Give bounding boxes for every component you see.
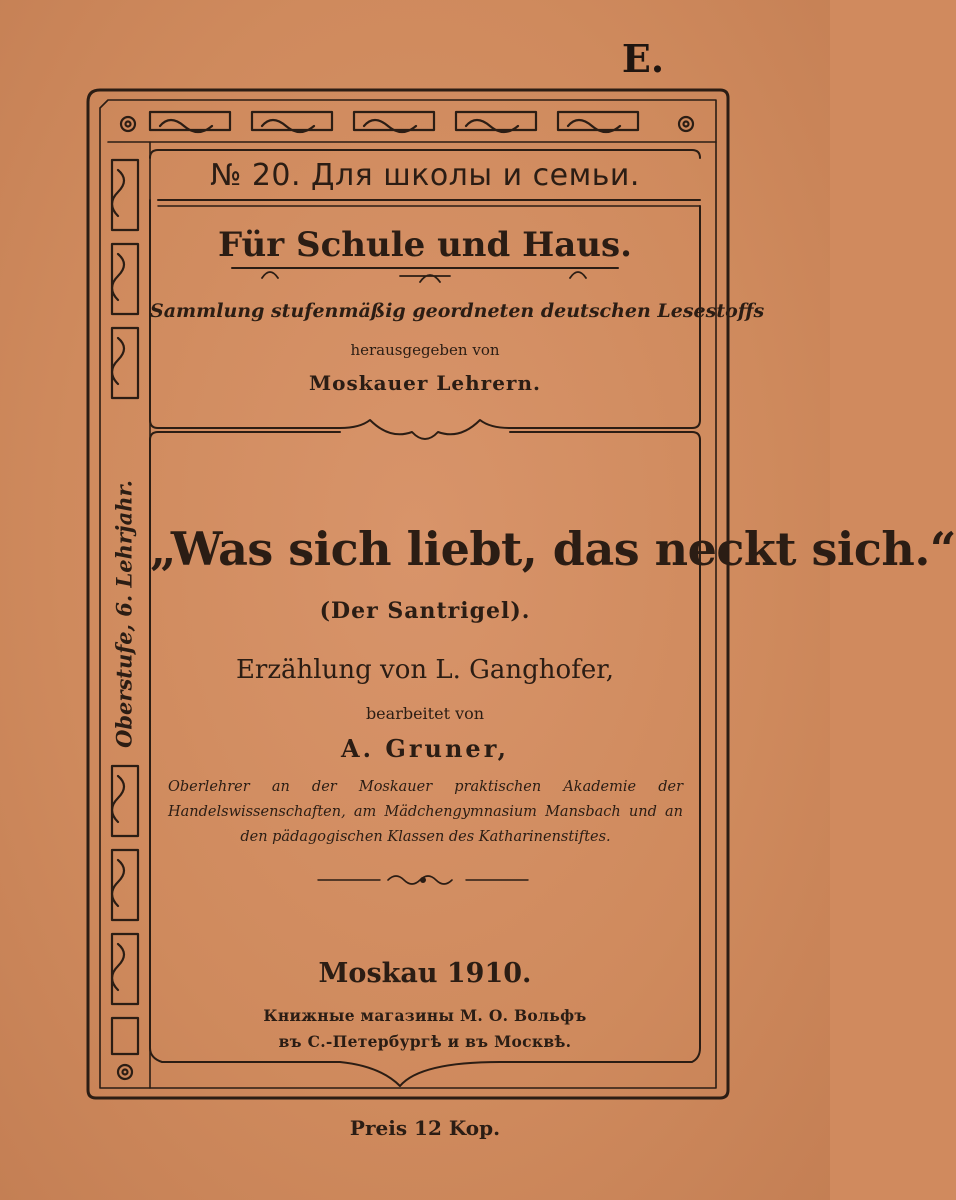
editor-intro: herausgegeben von <box>350 341 500 359</box>
series-title: Für Schule und Haus. <box>218 225 632 265</box>
price: Preis 12 Kop. <box>349 1116 501 1140</box>
side-label-text: Oberstufe, 6. Lehrjahr. <box>111 480 137 748</box>
adapted-by: bearbeitet von <box>365 704 485 723</box>
adapter-name: A. Gruner, <box>341 734 509 763</box>
book-title: „Was sich liebt, das neckt sich.“ <box>150 522 956 576</box>
publisher-line-1: Книжные магазины М. О. Вольфъ <box>263 1006 587 1025</box>
corner-mark: E. <box>621 36 665 81</box>
adapter-bio: Oberlehrer an der Moskauer praktischen Akademie der Handelswissenschaften, am Mädchengymnasium Mansbach und an den pädagogischen Klassen des Katharinenstiftes. <box>168 779 683 845</box>
city-year: Moskau 1910. <box>318 958 532 989</box>
editors: Moskauer Lehrern. <box>309 371 541 395</box>
publisher-line-2: въ С.-Петербургѣ и въ Москвѣ. <box>278 1032 572 1051</box>
series-line: № 20. Для школы и семьи. <box>210 158 640 193</box>
collection-description: Sammlung stufenmäßig geordneten deutschen Lesestoffs <box>150 300 765 322</box>
author-line: Erzählung von L. Ganghofer, <box>235 655 615 685</box>
book-subtitle: (Der Santrigel). <box>319 598 531 624</box>
